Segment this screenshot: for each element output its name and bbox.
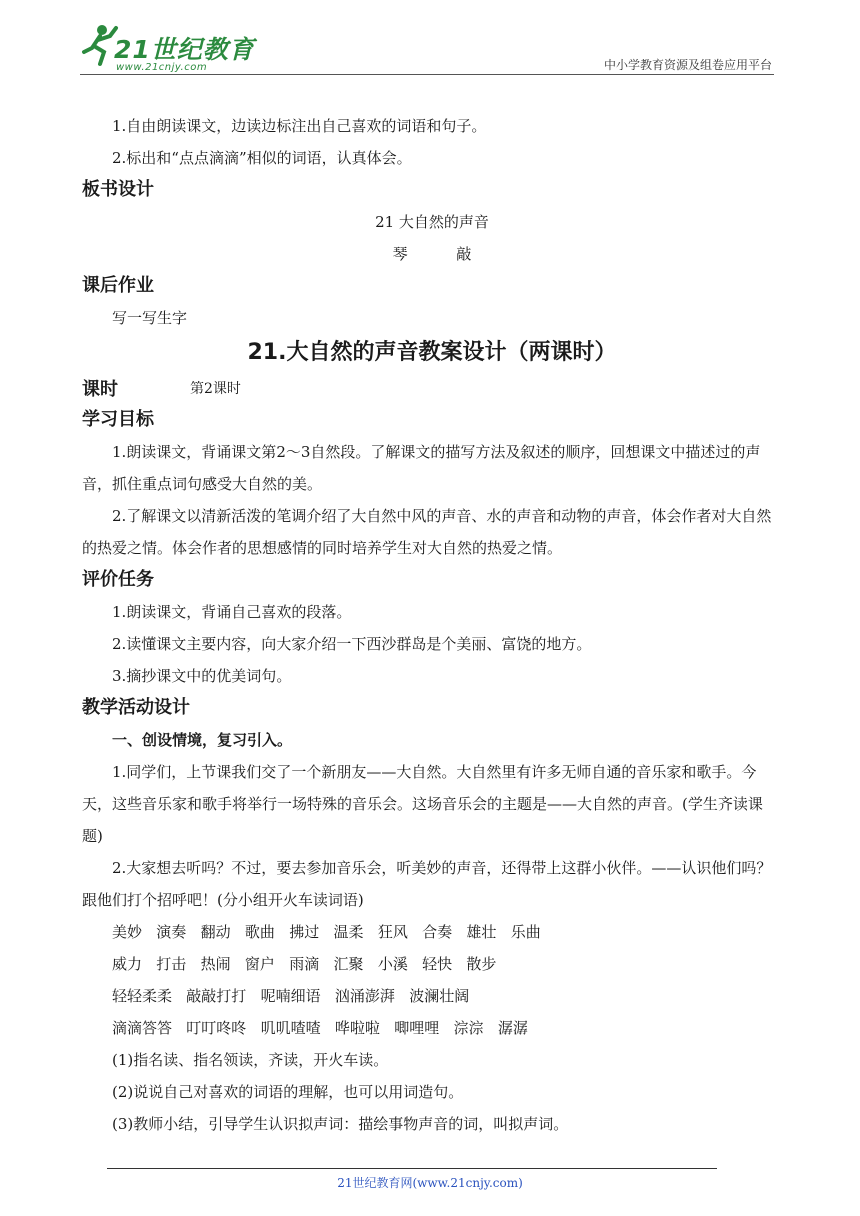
logo-url: www.21cnjy.com bbox=[116, 62, 208, 73]
activity-paragraph-2: 2.大家想去听吗？不过，要去参加音乐会，听美妙的声音，还得带上这群小伙伴。——认识他们吗？跟他们打个招呼吧！(分小组开火车读词语) bbox=[82, 859, 772, 909]
lesson-value: 第2课时 bbox=[190, 381, 241, 397]
document-title: 21.大自然的声音教案设计（两课时） bbox=[247, 340, 617, 365]
eval-item-2: 2.读懂课文主要内容，向大家介绍一下西沙群岛是个美丽、富饶的地方。 bbox=[112, 635, 592, 653]
board-line-1: 21 大自然的声音 bbox=[375, 213, 489, 231]
word-row-4: 滴滴答答 叮叮咚咚 叽叽喳喳 哗啦啦 唧哩哩 淙淙 潺潺 bbox=[112, 1019, 528, 1037]
goals-heading: 学习目标 bbox=[82, 409, 154, 430]
page-header bbox=[0, 0, 860, 80]
footer-divider bbox=[107, 1168, 717, 1169]
step-3: (3)教师小结，引导学生认识拟声词：描绘事物声音的词，叫拟声词。 bbox=[112, 1115, 569, 1133]
step-2: (2)说说自己对喜欢的词语的理解，也可以用词造句。 bbox=[112, 1083, 464, 1101]
goal-item-1: 1.朗读课文，背诵课文第2～3自然段。了解课文的描写方法及叙述的顺序，回想课文中描述过的声音，抓住重点词句感受大自然的美。 bbox=[82, 443, 761, 493]
top-item-2: 2.标出和“点点滴滴”相似的词语，认真体会。 bbox=[112, 149, 412, 167]
activity-subheading: 一、创设情境，复习引入。 bbox=[112, 731, 293, 749]
eval-item-3: 3.摘抄课文中的优美词句。 bbox=[112, 667, 292, 685]
site-logo bbox=[80, 22, 320, 78]
board-line-2 bbox=[82, 238, 782, 270]
board-word-2: 敲 bbox=[456, 245, 472, 263]
logo-text: 21世纪教育 bbox=[114, 35, 255, 64]
header-divider bbox=[80, 74, 774, 75]
homework-text: 写一写生字 bbox=[112, 309, 188, 327]
lesson-row bbox=[82, 372, 782, 404]
goal-item-2: 2.了解课文以清新活泼的笔调介绍了大自然中风的声音、水的声音和动物的声音，体会作者对大自然的热爱之情。体会作者的思想感情的同时培养学生对大自然的热爱之情。 bbox=[82, 507, 772, 557]
homework-heading: 课后作业 bbox=[82, 275, 154, 296]
word-row-3: 轻轻柔柔 敲敲打打 呢喃细语 汹涌澎湃 波澜壮阔 bbox=[112, 987, 470, 1005]
board-word-1: 琴 bbox=[392, 245, 408, 263]
footer-link[interactable]: 21世纪教育网(www.21cnjy.com) bbox=[337, 1176, 523, 1190]
eval-heading: 评价任务 bbox=[82, 569, 154, 590]
activity-heading: 教学活动设计 bbox=[82, 697, 190, 718]
document-body bbox=[82, 110, 782, 1140]
board-heading: 板书设计 bbox=[82, 179, 154, 200]
platform-name: 中小学教育资源及组卷应用平台 bbox=[603, 58, 772, 72]
activity-paragraph-1: 1.同学们，上节课我们交了一个新朋友——大自然。大自然里有许多无师自通的音乐家和歌手。今天，这些音乐家和歌手将举行一场特殊的音乐会。这场音乐会的主题是——大自然的声音。(学生齐读课题) bbox=[82, 763, 763, 845]
top-item-1: 1.自由朗读课文，边读边标注出自己喜欢的词语和句子。 bbox=[112, 117, 487, 135]
lesson-label: 课时 bbox=[82, 379, 118, 400]
word-row-1: 美妙 演奏 翻动 歌曲 拂过 温柔 狂风 合奏 雄壮 乐曲 bbox=[112, 923, 541, 941]
step-1: (1)指名读、指名领读，齐读，开火车读。 bbox=[112, 1051, 389, 1069]
eval-item-1: 1.朗读课文，背诵自己喜欢的段落。 bbox=[112, 603, 352, 621]
word-row-2: 威力 打击 热闹 窗户 雨滴 汇聚 小溪 轻快 散步 bbox=[112, 955, 497, 973]
